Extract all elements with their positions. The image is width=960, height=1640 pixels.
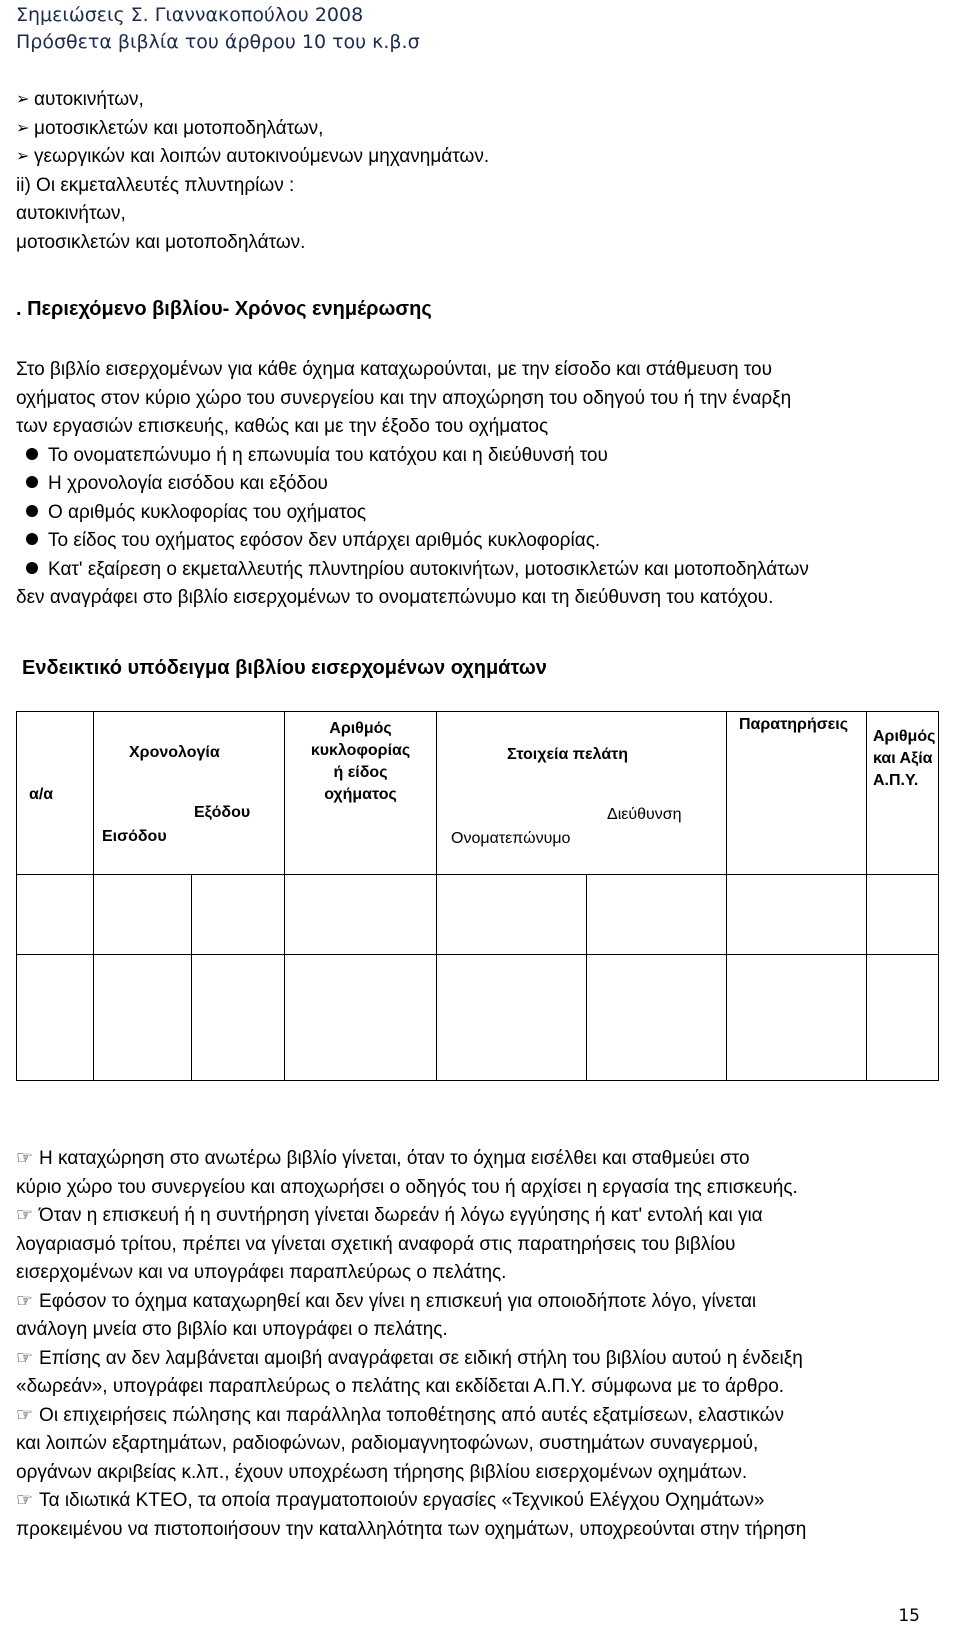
table-header-row	[17, 712, 939, 875]
page-header	[16, 2, 420, 56]
col-xronologia: Χρονολογία Εισόδου Εξόδου	[94, 712, 285, 875]
col-paratiriseis: Παρατηρήσεις	[727, 712, 867, 875]
paragraph-line: οχήματος στον κύριο χώρο του συνεργείου και την αποχώρηση του οδηγού του ή την έναρξη	[16, 387, 792, 409]
table-row	[17, 875, 939, 955]
arrow-bullet-icon: ➢	[16, 148, 30, 165]
intro-line-a: αυτοκινήτων,	[16, 203, 126, 224]
paragraph-line: των εργασιών επισκευής, καθώς και με την έξοδο του οχήματος	[16, 416, 549, 437]
note-item: ☞ Όταν η επισκευή ή η συντήρηση γίνεται δωρεάν ή λόγω εγγύησης ή κατ' εντολή και για λογαριασμό τρίτου, πρέπει να γίνεται σχετική αναφορά στις παρατηρήσεις του βιβλίου εισερχομένων και να υπογράφει παραπλεύρως ο πελάτης.	[16, 1202, 946, 1288]
intro-line-ii: ii) Οι εκμεταλλευτές πλυντηρίων :	[16, 174, 295, 196]
col-aa: α/α	[17, 712, 94, 875]
bullet-icon	[26, 562, 38, 574]
bullet-icon	[26, 533, 38, 545]
notes	[16, 1145, 946, 1544]
list-item: Ο αριθμός κυκλοφορίας του οχήματος	[16, 499, 946, 528]
entries-table	[16, 711, 939, 1081]
list-item: Το είδος του οχήματος εφόσον δεν υπάρχει αριθμός κυκλοφορίας.	[16, 527, 946, 556]
col-arithmos: Αριθμός κυκλοφορίας ή είδος οχήματος	[285, 712, 437, 875]
col-apy: Αριθμός και Αξία Α.Π.Υ.	[867, 712, 939, 875]
col-onomatepwnymo: Ονοματεπώνυμο	[451, 830, 571, 847]
paragraph-line: Στο βιβλίο εισερχομένων για κάθε όχημα καταχωρούνται, με την είσοδο και στάθμευση του	[16, 359, 773, 380]
arrow-bullet-icon: ➢	[16, 91, 30, 108]
arrow-bullet-icon: ➢	[16, 119, 30, 137]
col-dieuthinsi: Διεύθυνση	[607, 806, 682, 823]
exception-line: δεν αναγράφει στο βιβλίο εισερχομένων το ονοματεπώνυμο και τη διεύθυνση του κατόχου.	[16, 587, 774, 608]
pointing-hand-icon: ☞	[16, 1205, 34, 1226]
page-number: 15	[898, 1606, 920, 1626]
col-eisodou: Εισόδου	[102, 828, 167, 845]
pointing-hand-icon: ☞	[16, 1148, 34, 1169]
bullet-icon	[26, 505, 38, 517]
list-item: ➢ μοτοσικλετών και μοτοποδηλάτων,	[16, 115, 946, 144]
header-line-2: Πρόσθετα βιβλία του άρθρου 10 του κ.β.σ	[16, 31, 420, 53]
note-item: ☞ Οι επιχειρήσεις πώλησης και παράλληλα τοποθέτησης από αυτές εξατμίσεων, ελαστικών και λοιπών εξαρτημάτων, ραδιοφώνων, ραδιομαγνητοφώνων, συστημάτων συναγερμού, οργάνων ακριβείας κ.λπ., έχουν υποχρέωση τήρησης βιβλίου εισερχομένων οχημάτων.	[16, 1402, 946, 1488]
pointing-hand-icon: ☞	[16, 1290, 34, 1312]
bullet-icon	[26, 476, 38, 488]
pointing-hand-icon: ☞	[16, 1404, 34, 1426]
table-row	[17, 955, 939, 1081]
col-stoixeia: Στοιχεία πελάτη Ονοματεπώνυμο Διεύθυνση	[437, 712, 727, 875]
note-item: ☞ Τα ιδιωτικά ΚΤΕΟ, τα οποία πραγματοποιούν εργασίες «Τεχνικού Ελέγχου Οχημάτων» προκειμένου να πιστοποιήσουν την καταλληλότητα των οχημάτων, υποχρεούνται στην τήρηση	[16, 1487, 946, 1544]
note-item: ☞ Η καταχώρηση στο ανωτέρω βιβλίο γίνεται, όταν το όχημα εισέλθει και σταθμεύει στο κύριο χώρο του συνεργείου και αποχωρήσει ο οδηγός του ή αρχίσει η εργασία της επισκευής.	[16, 1145, 946, 1202]
sample-title: Ενδεικτικό υπόδειγμα βιβλίου εισερχομένων οχημάτων	[22, 657, 547, 679]
exception-line: Κατ' εξαίρεση ο εκμεταλλευτής πλυντηρίου αυτοκινήτων, μοτοσικλετών και μοτοποδηλάτων	[16, 556, 946, 585]
intro-list	[16, 86, 946, 257]
bullet-icon	[26, 448, 38, 460]
header-line-1: Σημειώσεις Σ. Γιαννακοπούλου 2008	[16, 4, 364, 26]
section-paragraph	[16, 356, 946, 613]
list-item: Η χρονολογία εισόδου και εξόδου	[16, 470, 946, 499]
note-item: ☞ Εφόσον το όχημα καταχωρηθεί και δεν γίνει η επισκευή για οποιοδήποτε λόγο, γίνεται ανάλογη μνεία στο βιβλίο και υπογράφει ο πελάτης.	[16, 1288, 946, 1345]
list-item: ➢ αυτοκινήτων,	[16, 86, 946, 115]
pointing-hand-icon: ☞	[16, 1490, 34, 1511]
intro-line-b: μοτοσικλετών και μοτοποδηλάτων.	[16, 231, 306, 253]
note-item: ☞ Επίσης αν δεν λαμβάνεται αμοιβή αναγράφεται σε ειδική στήλη του βιβλίου αυτού η ένδειξη «δωρεάν», υπογράφει παραπλεύρως ο πελάτης και εκδίδεται Α.Π.Υ. σύμφωνα με το άρθρο.	[16, 1345, 946, 1402]
pointing-hand-icon: ☞	[16, 1347, 34, 1369]
list-item: Το ονοματεπώνυμο ή η επωνυμία του κατόχου και η διεύθυνσή του	[16, 442, 946, 471]
list-item: ➢ γεωργικών και λοιπών αυτοκινούμενων μηχανημάτων.	[16, 143, 946, 172]
col-exodou: Εξόδου	[194, 804, 251, 821]
section-title: . Περιεχόμενο βιβλίου- Χρόνος ενημέρωσης	[16, 298, 432, 320]
